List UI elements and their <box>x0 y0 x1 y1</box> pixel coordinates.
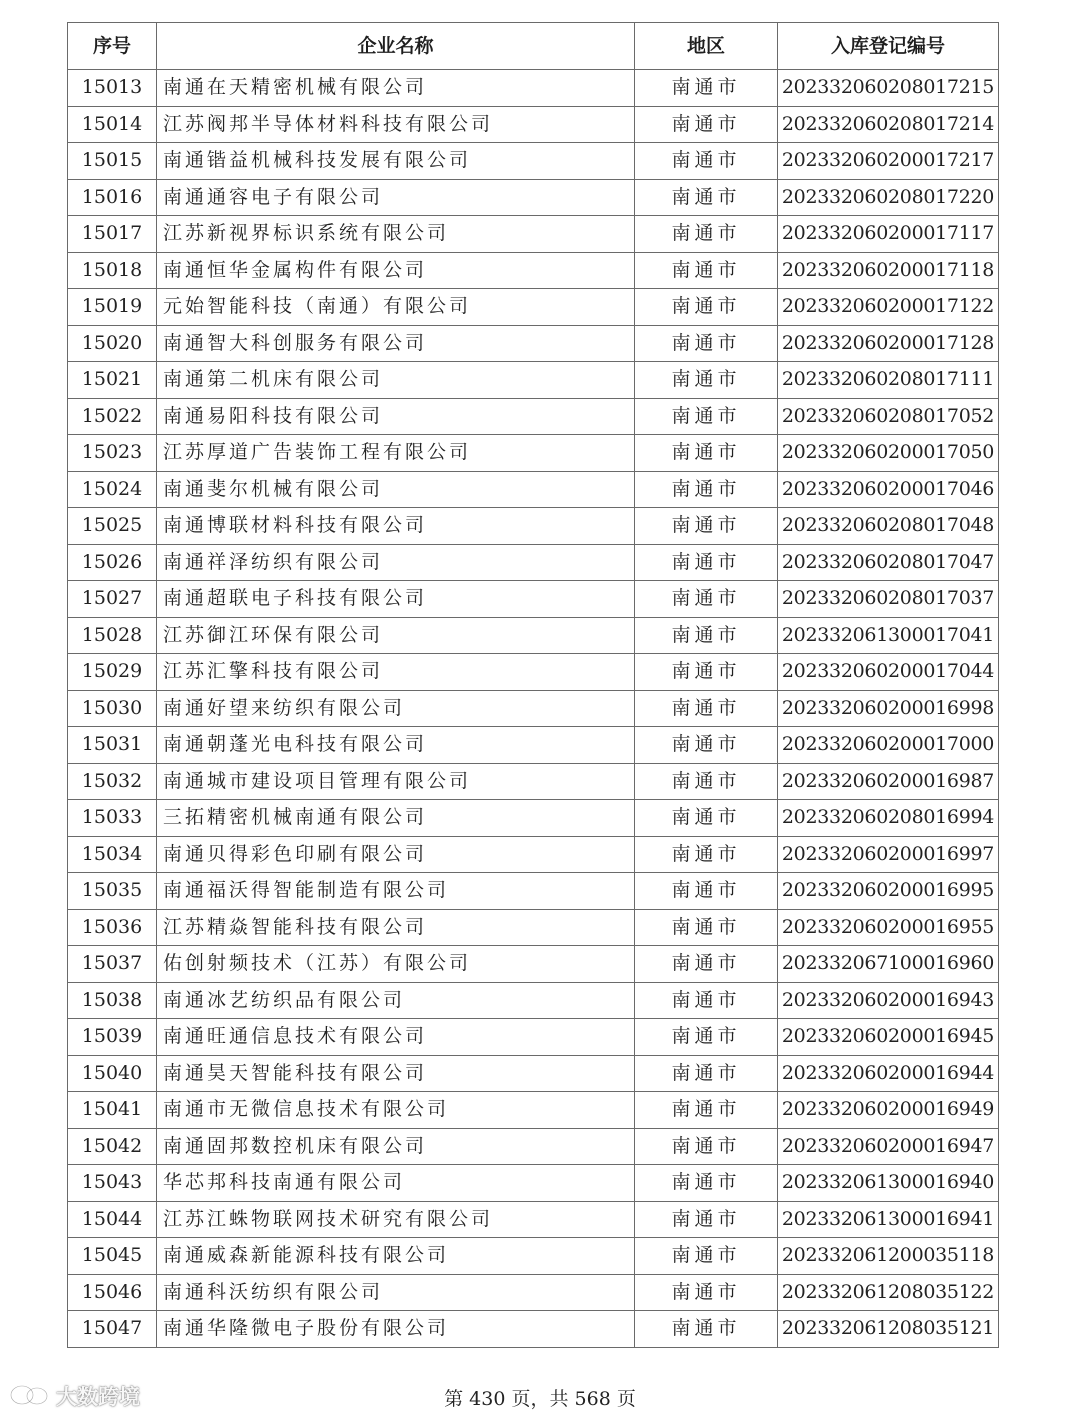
table-row <box>68 1055 999 1092</box>
cell-name: 江苏江蛛物联网技术研究有限公司 <box>157 1201 635 1238</box>
cell-region: 南通市 <box>635 1274 778 1311</box>
cell-region: 南通市 <box>635 1165 778 1202</box>
cell-code: 202332061300017041 <box>778 617 999 654</box>
cell-name: 南通在天精密机械有限公司 <box>157 70 635 107</box>
cell-seq: 15024 <box>68 471 157 508</box>
cell-seq: 15039 <box>68 1019 157 1056</box>
cell-region: 南通市 <box>635 143 778 180</box>
cell-region: 南通市 <box>635 508 778 545</box>
cell-seq: 15025 <box>68 508 157 545</box>
table-row <box>68 179 999 216</box>
table-row <box>68 70 999 107</box>
cell-region: 南通市 <box>635 325 778 362</box>
cell-name: 南通朝蓬光电科技有限公司 <box>157 727 635 764</box>
cell-name: 南通斐尔机械有限公司 <box>157 471 635 508</box>
cell-region: 南通市 <box>635 617 778 654</box>
cell-name: 南通城市建设项目管理有限公司 <box>157 763 635 800</box>
cell-code: 202332061300016940 <box>778 1165 999 1202</box>
table-row <box>68 362 999 399</box>
cell-code: 202332060200016943 <box>778 982 999 1019</box>
table-row <box>68 398 999 435</box>
table-row <box>68 617 999 654</box>
cell-seq: 15033 <box>68 800 157 837</box>
cell-name: 三拓精密机械南通有限公司 <box>157 800 635 837</box>
table-row <box>68 873 999 910</box>
cell-seq: 15013 <box>68 70 157 107</box>
cell-region: 南通市 <box>635 1128 778 1165</box>
cell-name: 南通第二机床有限公司 <box>157 362 635 399</box>
table-row <box>68 1274 999 1311</box>
cell-region: 南通市 <box>635 1092 778 1129</box>
cell-seq: 15041 <box>68 1092 157 1129</box>
cell-region: 南通市 <box>635 179 778 216</box>
header-seq: 序号 <box>68 23 157 70</box>
cell-code: 202332060200017000 <box>778 727 999 764</box>
cell-seq: 15034 <box>68 836 157 873</box>
cell-code: 202332060200017046 <box>778 471 999 508</box>
cell-name: 南通好望来纺织有限公司 <box>157 690 635 727</box>
cell-seq: 15045 <box>68 1238 157 1275</box>
cell-code: 202332060208016994 <box>778 800 999 837</box>
cell-name: 南通贝得彩色印刷有限公司 <box>157 836 635 873</box>
table-row <box>68 106 999 143</box>
cell-region: 南通市 <box>635 70 778 107</box>
cell-code: 202332060200016995 <box>778 873 999 910</box>
table-row <box>68 1238 999 1275</box>
cell-name: 南通旺通信息技术有限公司 <box>157 1019 635 1056</box>
cell-code: 202332060208017048 <box>778 508 999 545</box>
cell-name: 南通祥泽纺织有限公司 <box>157 544 635 581</box>
cell-name: 南通福沃得智能制造有限公司 <box>157 873 635 910</box>
cell-seq: 15015 <box>68 143 157 180</box>
table-row <box>68 581 999 618</box>
cell-code: 202332061208035122 <box>778 1274 999 1311</box>
cell-code: 202332060200016955 <box>778 909 999 946</box>
cell-seq: 15017 <box>68 216 157 253</box>
cell-region: 南通市 <box>635 800 778 837</box>
cell-seq: 15031 <box>68 727 157 764</box>
cell-name: 华芯邦科技南通有限公司 <box>157 1165 635 1202</box>
cell-region: 南通市 <box>635 1238 778 1275</box>
table-row <box>68 909 999 946</box>
table-row <box>68 836 999 873</box>
table-row <box>68 471 999 508</box>
cell-seq: 15032 <box>68 763 157 800</box>
cell-region: 南通市 <box>635 362 778 399</box>
cell-name: 南通博联材料科技有限公司 <box>157 508 635 545</box>
cell-code: 202332060200017118 <box>778 252 999 289</box>
watermark-text: 大数跨境 <box>56 1385 140 1409</box>
cell-region: 南通市 <box>635 946 778 983</box>
cell-name: 南通冰艺纺织品有限公司 <box>157 982 635 1019</box>
cell-code: 202332060200016945 <box>778 1019 999 1056</box>
cell-code: 202332060200017122 <box>778 289 999 326</box>
cell-seq: 15021 <box>68 362 157 399</box>
header-name: 企业名称 <box>157 23 635 70</box>
table-row <box>68 982 999 1019</box>
cell-region: 南通市 <box>635 435 778 472</box>
cell-name: 南通昊天智能科技有限公司 <box>157 1055 635 1092</box>
cell-seq: 15027 <box>68 581 157 618</box>
cell-code: 202332060208017052 <box>778 398 999 435</box>
cell-region: 南通市 <box>635 763 778 800</box>
cell-seq: 15019 <box>68 289 157 326</box>
cell-code: 202332060200016947 <box>778 1128 999 1165</box>
cell-name: 江苏汇擎科技有限公司 <box>157 654 635 691</box>
table-row <box>68 544 999 581</box>
table-row <box>68 143 999 180</box>
cell-region: 南通市 <box>635 982 778 1019</box>
cell-region: 南通市 <box>635 1201 778 1238</box>
cell-name: 南通市无微信息技术有限公司 <box>157 1092 635 1129</box>
cell-name: 江苏御江环保有限公司 <box>157 617 635 654</box>
cell-seq: 15022 <box>68 398 157 435</box>
cell-seq: 15028 <box>68 617 157 654</box>
header-code: 入库登记编号 <box>778 23 999 70</box>
cell-seq: 15035 <box>68 873 157 910</box>
cell-region: 南通市 <box>635 1311 778 1348</box>
cell-seq: 15023 <box>68 435 157 472</box>
cell-region: 南通市 <box>635 544 778 581</box>
table-row <box>68 727 999 764</box>
cell-region: 南通市 <box>635 471 778 508</box>
cell-code: 202332060200017117 <box>778 216 999 253</box>
table-row <box>68 435 999 472</box>
cell-name: 佑创射频技术（江苏）有限公司 <box>157 946 635 983</box>
table-row <box>68 1311 999 1348</box>
cell-code: 202332067100016960 <box>778 946 999 983</box>
cell-name: 南通锴益机械科技发展有限公司 <box>157 143 635 180</box>
cell-code: 202332061300016941 <box>778 1201 999 1238</box>
cell-region: 南通市 <box>635 216 778 253</box>
cell-seq: 15040 <box>68 1055 157 1092</box>
cell-seq: 15026 <box>68 544 157 581</box>
cell-region: 南通市 <box>635 1019 778 1056</box>
table-row <box>68 289 999 326</box>
cell-region: 南通市 <box>635 289 778 326</box>
cell-code: 202332061208035121 <box>778 1311 999 1348</box>
table-row <box>68 763 999 800</box>
cell-seq: 15014 <box>68 106 157 143</box>
cell-region: 南通市 <box>635 1055 778 1092</box>
cell-code: 202332060200016987 <box>778 763 999 800</box>
watermark <box>8 1381 140 1411</box>
cell-name: 江苏新视界标识系统有限公司 <box>157 216 635 253</box>
cell-seq: 15016 <box>68 179 157 216</box>
cell-code: 202332060200016997 <box>778 836 999 873</box>
enterprise-table <box>67 22 999 1348</box>
table-row <box>68 252 999 289</box>
table-row <box>68 1201 999 1238</box>
cell-region: 南通市 <box>635 727 778 764</box>
cell-seq: 15043 <box>68 1165 157 1202</box>
cell-code: 202332060200017128 <box>778 325 999 362</box>
cell-name: 南通固邦数控机床有限公司 <box>157 1128 635 1165</box>
cell-name: 南通科沃纺织有限公司 <box>157 1274 635 1311</box>
cell-name: 南通恒华金属构件有限公司 <box>157 252 635 289</box>
cell-seq: 15030 <box>68 690 157 727</box>
cell-name: 江苏精焱智能科技有限公司 <box>157 909 635 946</box>
cell-seq: 15044 <box>68 1201 157 1238</box>
cell-region: 南通市 <box>635 106 778 143</box>
cell-seq: 15037 <box>68 946 157 983</box>
cell-name: 南通威森新能源科技有限公司 <box>157 1238 635 1275</box>
cell-region: 南通市 <box>635 873 778 910</box>
cell-name: 江苏阀邦半导体材料科技有限公司 <box>157 106 635 143</box>
cell-seq: 15036 <box>68 909 157 946</box>
table-row <box>68 325 999 362</box>
cell-region: 南通市 <box>635 654 778 691</box>
table-body <box>68 70 999 1348</box>
header-region: 地区 <box>635 23 778 70</box>
table-row <box>68 654 999 691</box>
cell-region: 南通市 <box>635 836 778 873</box>
table-row <box>68 946 999 983</box>
cell-code: 202332060200016944 <box>778 1055 999 1092</box>
cell-seq: 15020 <box>68 325 157 362</box>
cell-code: 202332060208017220 <box>778 179 999 216</box>
cell-code: 202332060208017214 <box>778 106 999 143</box>
cell-seq: 15047 <box>68 1311 157 1348</box>
cell-region: 南通市 <box>635 690 778 727</box>
cell-region: 南通市 <box>635 252 778 289</box>
table-row <box>68 1128 999 1165</box>
cell-code: 202332060200017217 <box>778 143 999 180</box>
cell-name: 南通通容电子有限公司 <box>157 179 635 216</box>
cell-code: 202332060200016998 <box>778 690 999 727</box>
cell-name: 江苏厚道广告装饰工程有限公司 <box>157 435 635 472</box>
cell-code: 202332061200035118 <box>778 1238 999 1275</box>
table-row <box>68 508 999 545</box>
table-row <box>68 800 999 837</box>
table-row <box>68 1165 999 1202</box>
table-row <box>68 1092 999 1129</box>
cell-code: 202332060208017111 <box>778 362 999 399</box>
cell-name: 南通超联电子科技有限公司 <box>157 581 635 618</box>
cell-seq: 15042 <box>68 1128 157 1165</box>
cell-code: 202332060200017050 <box>778 435 999 472</box>
page-number: 第 430 页，共 568 页 <box>444 1388 636 1410</box>
cell-region: 南通市 <box>635 909 778 946</box>
chat-bubbles-icon <box>8 1382 52 1410</box>
cell-seq: 15038 <box>68 982 157 1019</box>
cell-name: 元始智能科技（南通）有限公司 <box>157 289 635 326</box>
cell-code: 202332060200016949 <box>778 1092 999 1129</box>
table-header-row <box>68 23 999 70</box>
cell-name: 南通智大科创服务有限公司 <box>157 325 635 362</box>
cell-region: 南通市 <box>635 398 778 435</box>
table-row <box>68 216 999 253</box>
cell-seq: 15018 <box>68 252 157 289</box>
cell-code: 202332060208017215 <box>778 70 999 107</box>
cell-name: 南通华隆微电子股份有限公司 <box>157 1311 635 1348</box>
cell-region: 南通市 <box>635 581 778 618</box>
cell-seq: 15029 <box>68 654 157 691</box>
cell-code: 202332060208017047 <box>778 544 999 581</box>
cell-code: 202332060200017044 <box>778 654 999 691</box>
cell-seq: 15046 <box>68 1274 157 1311</box>
table-row <box>68 690 999 727</box>
cell-code: 202332060208017037 <box>778 581 999 618</box>
table-row <box>68 1019 999 1056</box>
cell-name: 南通易阳科技有限公司 <box>157 398 635 435</box>
